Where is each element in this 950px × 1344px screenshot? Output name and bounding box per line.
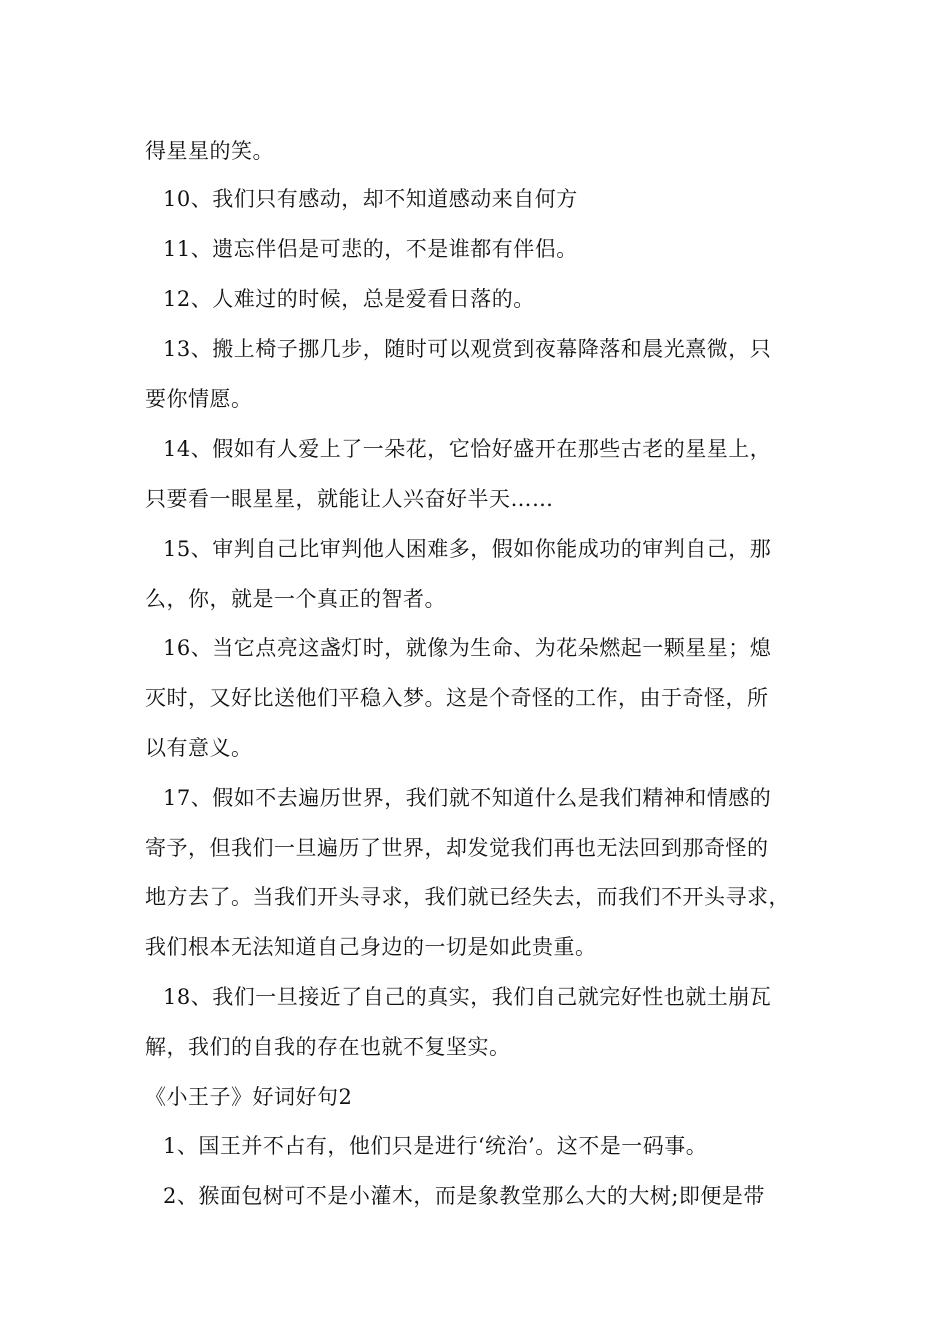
text-line: 寄予，但我们一旦遍历了世界，却发觉我们再也无法回到那奇怪的 [145, 836, 769, 860]
text-line: 得星星的笑。 [145, 139, 274, 163]
text-line: 14、假如有人爱上了一朵花，它恰好盛开在那些古老的星星上， [163, 437, 772, 461]
section-heading: 《小王子》好词好句2 [145, 1085, 353, 1109]
text-line: 要你情愿。 [145, 387, 253, 411]
text-line: 10、我们只有感动，却不知道感动来自何方 [163, 187, 578, 211]
text-line: 11、遗忘伴侣是可悲的，不是谁都有伴侣。 [163, 237, 578, 261]
text-line: 16、当它点亮这盏灯时，就像为生命、为花朵燃起一颗星星；熄 [163, 636, 772, 660]
text-line: 地方去了。当我们开头寻求，我们就已经失去，而我们不开头寻求， [145, 885, 790, 909]
text-line: 么，你，就是一个真正的智者。 [145, 587, 446, 611]
text-line: 17、假如不去遍历世界，我们就不知道什么是我们精神和情感的 [163, 786, 772, 810]
text-line: 13、搬上椅子挪几步，随时可以观赏到夜幕降落和晨光熹微，只 [163, 337, 772, 361]
text-line: 解，我们的自我的存在也就不复坚实。 [145, 1035, 511, 1059]
text-line: 只要看一眼星星，就能让人兴奋好半天…… [145, 487, 554, 511]
text-line: 以有意义。 [145, 736, 253, 760]
text-line: 灭时，又好比送他们平稳入梦。这是个奇怪的工作，由于奇怪，所 [145, 686, 769, 710]
text-line: 2、猴面包树可不是小灌木，而是象教堂那么大的大树;即便是带 [163, 1184, 765, 1208]
text-line: 1、国王并不占有，他们只是进行‘统治’。这不是一码事。 [163, 1134, 708, 1158]
text-line: 18、我们一旦接近了自己的真实，我们自己就完好性也就土崩瓦 [163, 985, 772, 1009]
text-line: 15、审判自己比审判他人困难多，假如你能成功的审判自己，那 [163, 537, 772, 561]
text-line: 我们根本无法知道自己身边的一切是如此贵重。 [145, 935, 597, 959]
text-line: 12、人难过的时候，总是爱看日落的。 [163, 287, 535, 311]
